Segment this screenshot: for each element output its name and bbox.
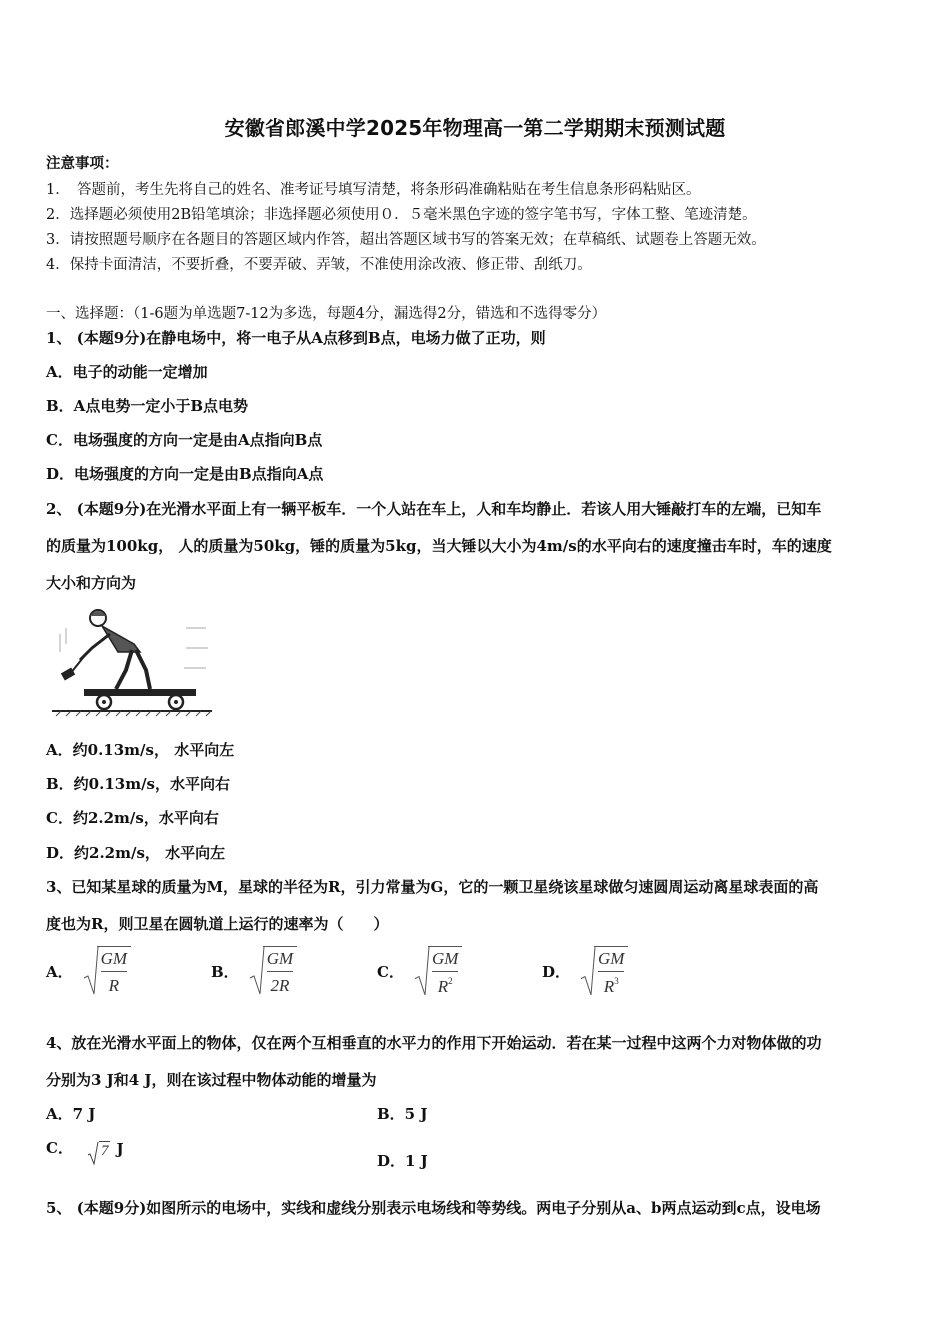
numerator: GM	[101, 950, 127, 972]
q2-option-b: B．约0.13m/s，水平向右	[46, 775, 231, 793]
question-2-stem-line: 大小和方向为	[46, 574, 137, 592]
numerator: GM	[432, 950, 458, 972]
question-4-stem-line: 4、放在光滑水平面上的物体，仅在两个互相垂直的水平力的作用下开始运动．若在某一过程中这两个力对物体做的功	[46, 1034, 822, 1052]
question-1-stem: 1、 (本题9分)在静电场中，将一电子从A点移到B点，电场力做了正功，则	[46, 329, 546, 347]
q3-option-a	[46, 946, 131, 996]
radical-sign	[87, 1141, 99, 1165]
radicand: 7	[100, 1143, 109, 1159]
q1-option-a: A．电子的动能一定增加	[46, 363, 208, 381]
page-title: 安徽省郎溪中学2025年物理高一第二学期期末预测试题	[224, 116, 726, 140]
q3-option-c	[377, 946, 462, 997]
denominator: R	[108, 976, 120, 995]
denominator: R	[437, 977, 449, 996]
question-5-stem: 5、 (本题9分)如图所示的电场中，实线和虚线分别表示电场线和等势线。两电子分别从a、b两点运动到c点，设电场	[46, 1199, 821, 1217]
option-label: B．	[211, 962, 239, 981]
radical-sign	[249, 946, 265, 996]
sqrt-fraction	[83, 946, 131, 996]
radical-sign	[83, 946, 99, 996]
denominator: R	[603, 977, 615, 996]
hammer-cart-figure	[46, 604, 216, 718]
q4-option-d: D．1 J	[377, 1152, 428, 1170]
sqrt-expression	[87, 1141, 111, 1160]
denominator: 2R	[270, 976, 290, 995]
question-4-stem-line: 分别为3 J和4 J，则在该过程中物体动能的增量为	[46, 1071, 377, 1089]
exponent: 3	[614, 976, 619, 986]
q2-option-a: A．约0.13m/s， 水平向左	[46, 741, 235, 759]
q1-option-b: B．A点电势一定小于B点电势	[46, 397, 248, 415]
question-3-stem-line: 3、已知某星球的质量为M，星球的半径为R，引力常量为G，它的一颗卫星绕该星球做匀速圆周运动离星球表面的高	[46, 878, 819, 896]
q2-option-c: C．约2.2m/s，水平向右	[46, 809, 219, 827]
exponent: 2	[448, 976, 453, 986]
notes-heading: 注意事项：	[46, 155, 119, 172]
numerator: GM	[598, 950, 624, 972]
q3-option-d	[542, 946, 628, 997]
option-label: D．	[542, 963, 571, 981]
note-item: 1． 答题前，考生先将自己的姓名、准考证号填写清楚，将条形码准确粘贴在考生信息条形码粘贴区。	[46, 182, 701, 198]
question-2-stem-line: 2、 (本题9分)在光滑水平面上有一辆平板车．一个人站在车上，人和车均静止．若该人用大锤敲打车的左端，已知车	[46, 500, 822, 518]
note-item: 4．保持卡面清洁，不要折叠，不要弄破、弄皱，不准使用涂改液、修正带、刮纸刀。	[46, 257, 592, 273]
option-label: A．	[46, 962, 73, 981]
q2-option-d: D．约2.2m/s， 水平向左	[46, 844, 226, 862]
q3-option-b	[211, 946, 297, 996]
radical-sign	[580, 946, 596, 997]
note-item: 2．选择题必须使用2B铅笔填涂；非选择题必须使用０．５毫米黑色字迹的签字笔书写，字体工整、笔迹清楚。	[46, 207, 757, 223]
unit: J	[116, 1140, 124, 1158]
sqrt-fraction	[249, 946, 297, 996]
q4-option-c	[46, 1137, 124, 1160]
q4-option-b: B．5 J	[377, 1105, 428, 1123]
sqrt-fraction	[580, 946, 628, 997]
question-3-stem-line: 度也为R，则卫星在圆轨道上运行的速率为（ ）	[46, 915, 389, 933]
section-heading: 一、选择题：（1-6题为单选题7-12为多选，每题4分，漏选得2分，错选和不选得零分）	[46, 306, 607, 322]
question-2-stem-line: 的质量为100kg， 人的质量为50kg，锤的质量为5kg，当大锤以大小为4m/s的水平向右的速度撞击车时，车的速度	[46, 537, 832, 555]
numerator: GM	[267, 950, 293, 972]
q1-option-c: C．电场强度的方向一定是由A点指向B点	[46, 431, 323, 449]
option-label: C．	[377, 963, 404, 981]
sqrt-fraction	[414, 946, 462, 997]
radical-sign	[414, 946, 430, 997]
option-label: C．	[46, 1139, 73, 1157]
note-item: 3．请按照题号顺序在各题目的答题区域内作答，超出答题区域书写的答案无效；在草稿纸、试题卷上答题无效。	[46, 232, 766, 248]
q4-option-a: A．7 J	[46, 1105, 96, 1123]
q1-option-d: D．电场强度的方向一定是由B点指向A点	[46, 465, 324, 483]
